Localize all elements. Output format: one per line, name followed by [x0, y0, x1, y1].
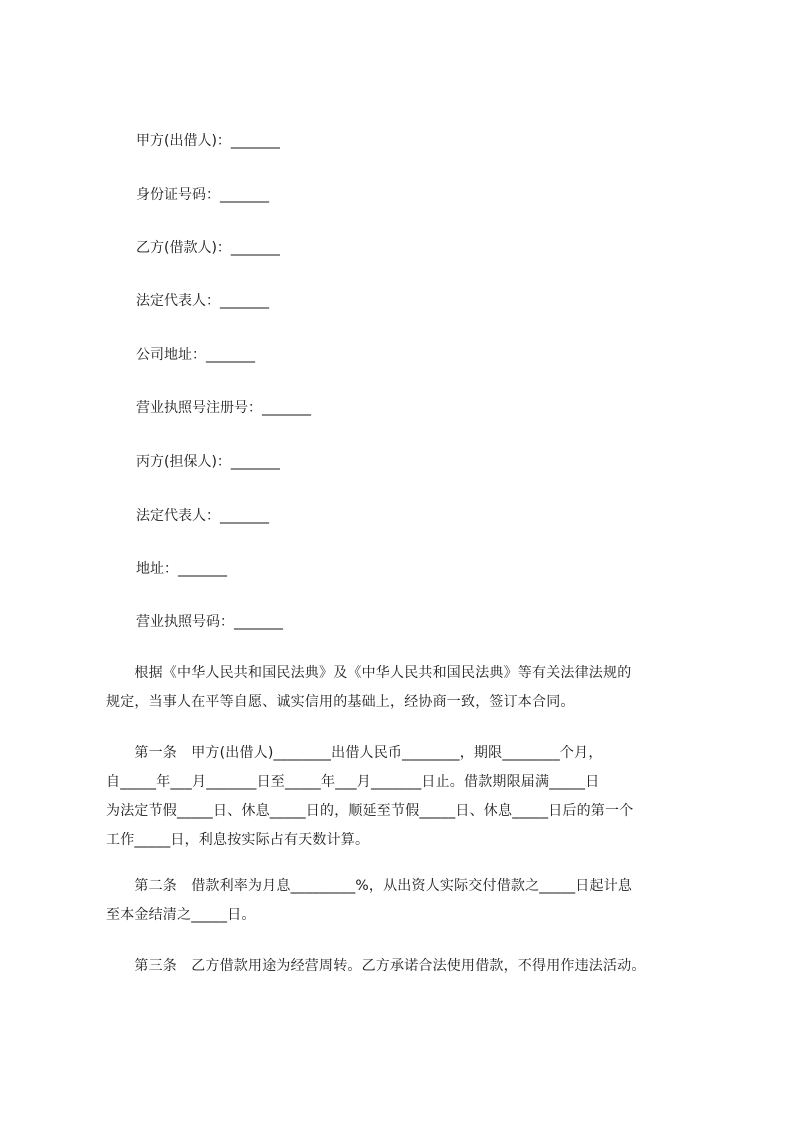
borrower-field: 乙方(借款人)：_______	[136, 240, 280, 256]
text-line: 根据《中华人民共和国民法典》及《中华人民共和国民法典》等有关法律法规的	[106, 665, 632, 681]
guarantor-field: 丙方(担保人)：_______	[136, 454, 280, 470]
article-2-paragraph	[106, 876, 710, 925]
preamble-paragraph	[106, 663, 710, 712]
text-line: 至本金结清之_____日。	[106, 907, 256, 923]
address-field: 地址：_______	[136, 561, 227, 577]
business-license-number-field: 营业执照号码：_______	[136, 614, 283, 630]
text-line: 工作_____日，利息按实际占有天数计算。	[106, 832, 370, 848]
id-number-field: 身份证号码：_______	[136, 187, 269, 203]
article-3-paragraph	[106, 956, 710, 976]
lender-field: 甲方(出借人)：_______	[136, 133, 280, 149]
text-line: 第三条 乙方借款用途为经营周转。乙方承诺合法使用借款，不得用作违法活动。	[106, 958, 646, 974]
legal-representative-field: 法定代表人：_______	[136, 293, 269, 309]
business-license-registration-field: 营业执照号注册号：_______	[136, 400, 311, 416]
text-line: 第一条 甲方(出借人)________出借人民币________，期限________个月，	[106, 745, 603, 761]
text-line: 规定，当事人在平等自愿、诚实信用的基础上，经协商一致，签订本合同。	[106, 694, 575, 710]
guarantor-legal-representative-field: 法定代表人：_______	[136, 508, 269, 524]
company-address-field: 公司地址：_______	[136, 347, 255, 363]
article-1-paragraph	[106, 743, 710, 850]
text-line: 自_____年___月_______日至_____年___月_______日止。借款期限届满_____日	[106, 774, 600, 790]
text-line: 第二条 借款利率为月息_________%，从出资人实际交付借款之_____日起计息	[106, 878, 633, 894]
text-line: 为法定节假_____日、休息_____日的，顺延至节假_____日、休息_____日后的第一个	[106, 803, 634, 819]
